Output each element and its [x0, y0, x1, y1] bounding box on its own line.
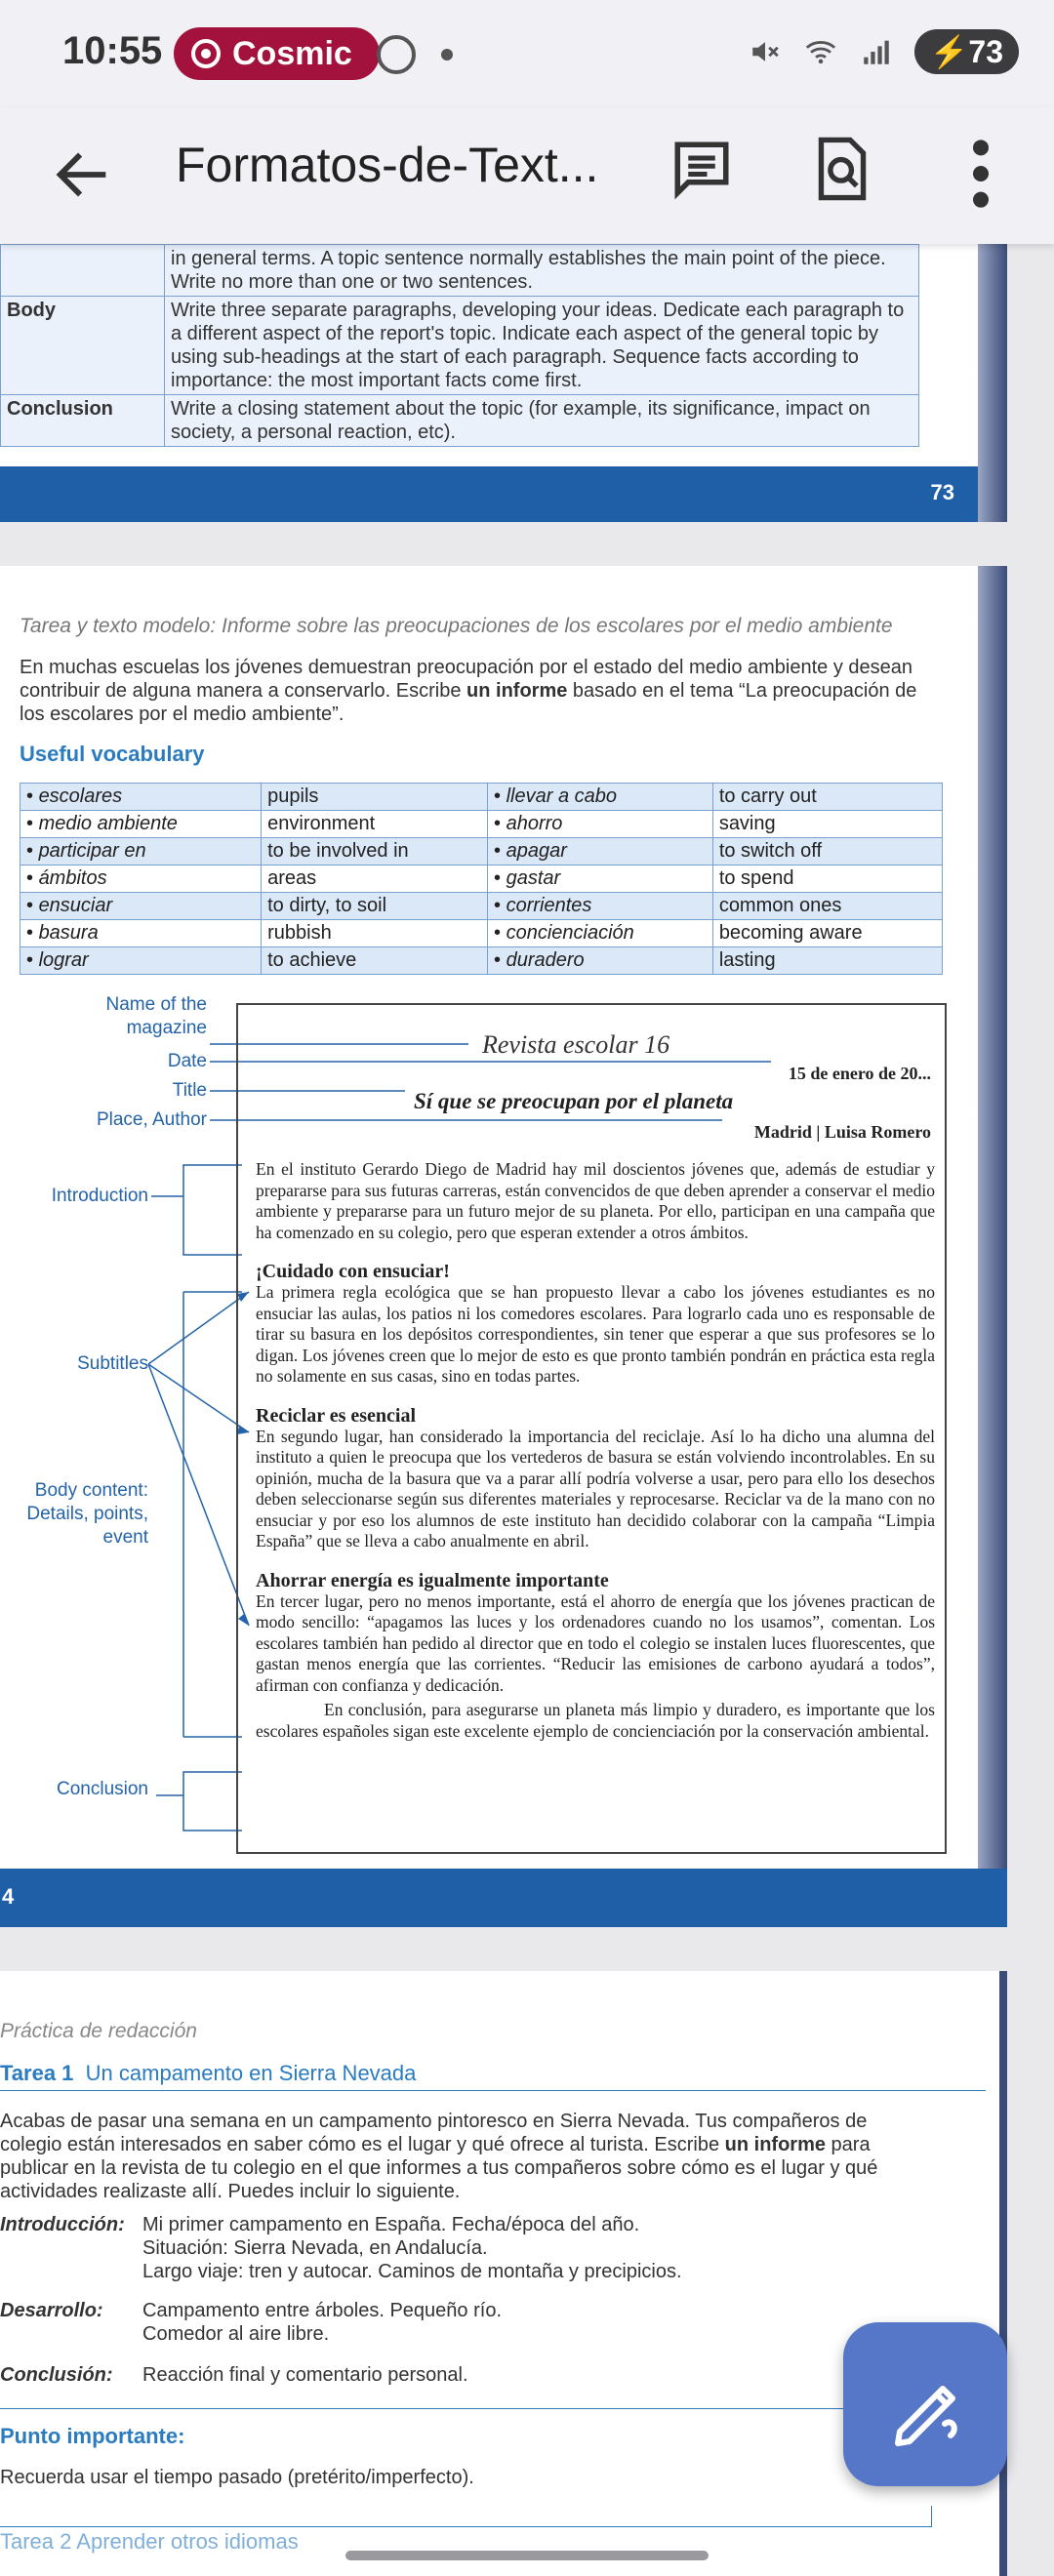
subtitle-2: Reciclar es esencial [256, 1404, 417, 1427]
signal-icon [860, 35, 893, 68]
article-date: 15 de enero de 20... [788, 1064, 931, 1083]
table-row: • ensuciar to dirty, to soil • corrientes common ones [20, 893, 943, 920]
label-place-author: Place, Author [96, 1109, 207, 1130]
document-title: Formatos-de-Text... [176, 138, 599, 192]
outline-development: Desarrollo: Campamento entre árboles. Pequeño río. Comedor al aire libre. [0, 2300, 502, 2345]
outline-conclusion: Conclusión: Reacción final y comentario personal. [0, 2364, 468, 2386]
label-magazine: Name of the magazine [105, 994, 207, 1038]
article-body [256, 1159, 935, 1742]
subtitle-3: Ahorrar energía es igualmente importante [256, 1569, 609, 1591]
article-intro: En el instituto Gerardo Diego de Madrid hay mil doscientos jóvenes que, además de estudiar y prepararse para sus futuras carreras, están convencidos de que deben aprender a conservar el medio ambiente y prepararse para un futuro mejor de su planeta. Por ello, participan en una campaña que ha comenzado en su colegio, pero que esperan extender a otros ámbitos. [256, 1159, 935, 1242]
outline-introduction: Introducción: Mi primer campamento en España. Fecha/época del año. Situación: Sierra Nevada, en Andalucía. Largo viaje: tren y autocar. Caminos de montaña y precipicios. [0, 2214, 682, 2282]
important-point-heading: Punto importante: [0, 2424, 185, 2448]
box-border [0, 2506, 932, 2527]
cosmic-chip[interactable] [174, 27, 380, 80]
cosmic-label: Cosmic [232, 34, 352, 72]
table-row: • escolares pupils • llevar a cabo to carry out [20, 784, 943, 811]
search-document-icon[interactable] [810, 135, 874, 203]
app-bar [0, 107, 1054, 244]
report-structure-table [0, 244, 919, 447]
table-row: • participar en to be involved in • apagar to switch off [20, 838, 943, 865]
mute-icon [749, 35, 782, 68]
label-conclusion: Conclusion [57, 1779, 148, 1799]
table-row: Body Write three separate paragraphs, developing your ideas. Dedicate each paragraph to a different aspect of the report's topic. Indicate each aspect of the general topic by using sub-headings at the start of each paragraph. Sequence facts according to importance: the most important facts come first. [1, 297, 919, 395]
back-arrow-icon[interactable] [49, 141, 117, 209]
article-author: Madrid | Luisa Romero [753, 1122, 931, 1142]
table-row: • basura rubbish • concienciación becoming aware [20, 920, 943, 947]
paragraph-3: En tercer lugar, pero no menos importante, está el ahorro de energía que los jóvenes practican de modo sencillo: “apagamos las luces y los ordenadores cuando no los usamos”, comentan. Los escolares también han pedido al director que en todo el colegio se instalen luces fluorescentes, que gastan menos energía que las corrientes. “Reducir las emisiones de carbono ayudará a todos”, afirman con confianza y dedicación. [256, 1590, 935, 1695]
page-footer-bar [0, 466, 1007, 522]
status-bar [0, 0, 1054, 107]
vocabulary-heading: Useful vocabulary [20, 742, 205, 766]
home-indicator[interactable] [345, 2551, 709, 2560]
article-conclusion: En conclusión, para asegurarse un planeta más limpio y duradero, es importante que los escolares españoles sigan este excelente ejemplo de concienciación por la conservación ambiental. [256, 1700, 935, 1741]
table-row: • ámbitos areas • gastar to spend [20, 865, 943, 893]
task-2-heading: Tarea 2 Aprender otros idiomas [0, 2529, 299, 2554]
whatsapp-icon [377, 35, 416, 74]
table-row: Conclusion Write a closing statement about the topic (for example, its significance, impact on society, a personal reaction, etc). [1, 395, 919, 447]
page-edge [978, 244, 1007, 522]
table-row: in general terms. A topic sentence normally establishes the main point of the piece. Write no more than one or two sentences. [1, 245, 919, 297]
paragraph-2: En segundo lugar, han considerado la importancia del reciclaje. Así lo ha dicho una alumna del instituto a quien le preocupa que los vertederos de basura se están volviendo incontrolables. En su opinión, mucha de la basura que va a parar allí podría volverse a usar, pero para ello los desechos deben seleccionarse según sus diferentes materiales y reprocesarse. Reciclar va de la mano con no ensuciar y por eso los alumnos de este instituto han decidido colaborar con la campaña “Limpia España” que se lleva a cabo anualmente en abril. [256, 1426, 935, 1550]
edit-fab[interactable] [843, 2322, 1007, 2486]
task-intro: En muchas escuelas los jóvenes demuestran preocupación por el estado del medio ambiente y desean contribuir de alguna manera a conservarlo. Escribe un informe basado en el tema “La preocupación de los escolares por el medio ambiente”. [20, 657, 917, 725]
task-1-heading: Tarea 1 Un campamento en Sierra Nevada [0, 2061, 417, 2085]
notification-dot-icon [441, 49, 453, 60]
page-number: 73 [930, 480, 954, 504]
pdf-page-73[interactable] [0, 244, 1007, 522]
more-options-icon[interactable] [966, 135, 995, 213]
record-icon [191, 39, 221, 68]
battery-indicator: ⚡73 [914, 29, 1019, 74]
label-body-content: Body content: Details, points, event [26, 1480, 148, 1548]
page-footer-bar [0, 1869, 1007, 1927]
table-row: • lograr to achieve • duradero lasting [20, 947, 943, 975]
pdf-page-74[interactable] [0, 566, 1007, 1927]
section-heading: Práctica de redacción [0, 2020, 197, 2042]
page-number: 4 [2, 1884, 15, 1909]
label-subtitles: Subtitles [77, 1353, 148, 1374]
section-heading: Tarea y texto modelo: Informe sobre las preocupaciones de los escolares por el medio ambiente [20, 615, 893, 637]
task-1-text: Acabas de pasar una semana en un campamento pintoresco en Sierra Nevada. Tus compañeros de colegio están interesados en saber cómo es el lugar y qué ofrece al turista. Escribe un informe para publicar en la revista de tu colegio en el que informes a tus compañeros sobre cómo es el lugar y qué actividades realizaste allí. Puedes incluir lo siguiente. [0, 2111, 878, 2202]
model-article [236, 1003, 947, 1854]
label-date: Date [167, 1051, 207, 1071]
important-point-text: Recuerda usar el tiempo pasado (pretérito/imperfecto). [0, 2467, 474, 2488]
paragraph-1: La primera regla ecológica que se han propuesto llevar a cabo los jóvenes estudiantes es no ensuciar las aulas, los patios ni los comedores escolares. Para lograrlo cada uno es responsable de tirar su basura en los depósitos correspondientes, sin tener que esperar a que sus profesores se lo digan. Los jóvenes creen que lo mejor de esto es que pronto también pondrán en práctica esta regla no solamente en sus casas, sino en todas partes. [256, 1282, 935, 1386]
comment-icon[interactable] [669, 137, 734, 201]
article-title: Sí que se preocupan por el planeta [414, 1089, 734, 1113]
divider [0, 2408, 986, 2409]
subtitle-1: ¡Cuidado con ensuciar! [256, 1261, 450, 1282]
label-title: Title [172, 1080, 207, 1101]
magazine-name: Revista escolar 16 [482, 1030, 670, 1059]
system-icons [749, 29, 1019, 74]
clock: 10:55 [62, 29, 163, 72]
label-introduction: Introduction [51, 1186, 148, 1206]
divider [0, 2090, 986, 2091]
wifi-icon [803, 35, 838, 68]
pen-icon [843, 2322, 1007, 2486]
table-row: • medio ambiente environment • ahorro saving [20, 811, 943, 838]
